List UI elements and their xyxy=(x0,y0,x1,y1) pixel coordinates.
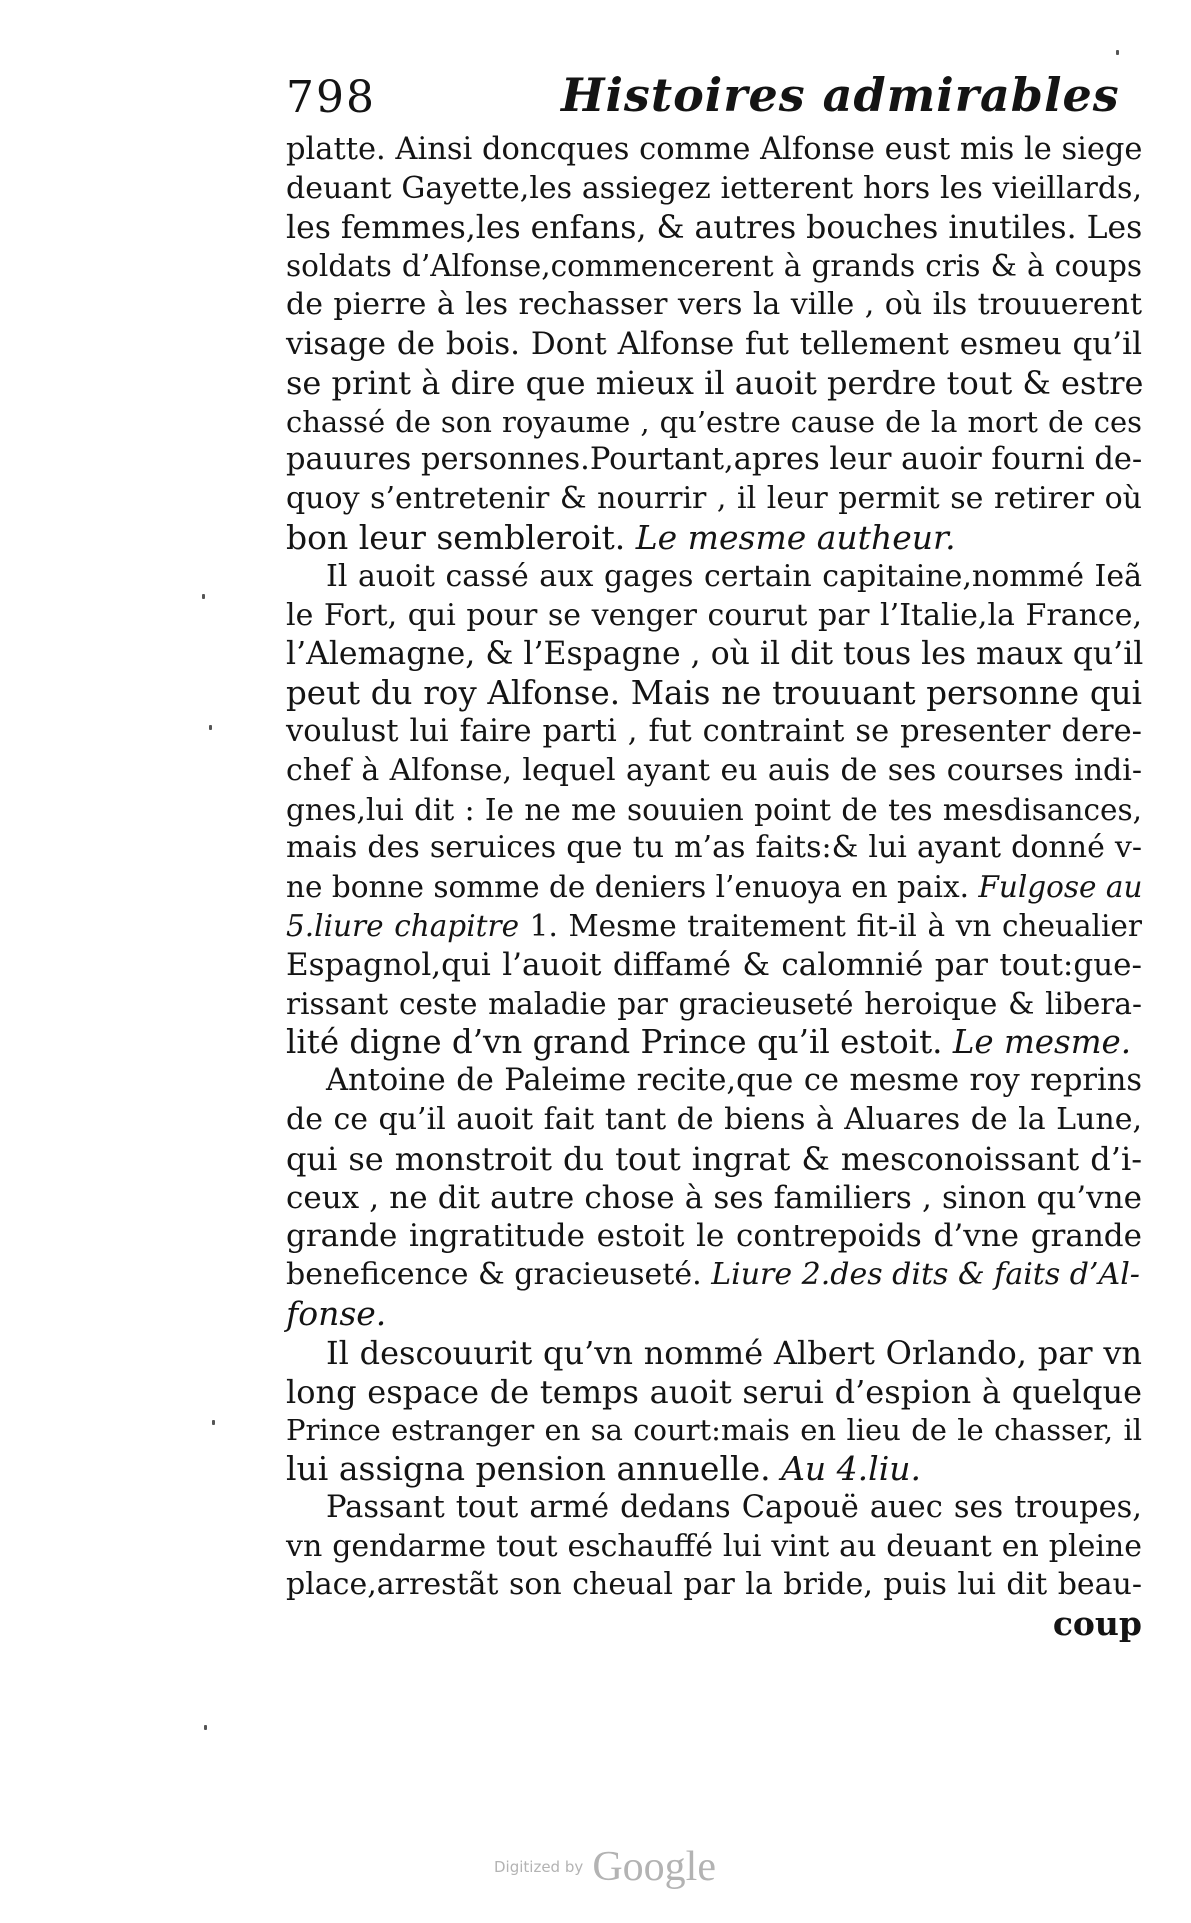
text-line xyxy=(286,829,1142,868)
page-header xyxy=(286,68,1156,128)
text-line xyxy=(286,907,1142,946)
line-text: Espagnol,qui l’auoit diffamé & calomnié par tout:gue- xyxy=(286,946,1142,983)
scan-speck xyxy=(209,725,212,730)
citation: fonse. xyxy=(286,1293,387,1333)
text-line xyxy=(286,286,1142,325)
text-line xyxy=(286,1140,1142,1179)
text-line xyxy=(286,1295,1142,1334)
line-text: ne bonne somme de deniers l’enuoya en paix. xyxy=(286,870,969,905)
text-line xyxy=(286,1566,1142,1605)
line-text: place,arrestãt son cheual par la bride, puis lui dit beau- xyxy=(286,1567,1142,1603)
line-text: peut du roy Alfonse. Mais ne trouuant personne qui xyxy=(286,674,1142,713)
text-line xyxy=(286,1217,1142,1256)
line-text: de ce qu’il auoit fait tant de biens à Aluares de la Lune, xyxy=(286,1101,1142,1137)
text-line xyxy=(286,597,1142,636)
line-text: beneficence & gracieuseté. xyxy=(286,1257,702,1293)
text-line xyxy=(286,441,1142,480)
line-text: Passant tout armé dedans Capouë auec ses troupes, xyxy=(326,1489,1142,1525)
text-line xyxy=(286,364,1142,403)
line-text: bon leur sembleroit. xyxy=(286,517,626,557)
text-line xyxy=(286,1450,1142,1489)
text-line xyxy=(286,791,1142,830)
text-line xyxy=(286,752,1142,791)
line-text: vn gendarme tout eschauffé lui vint au deuant en pleine xyxy=(286,1528,1142,1564)
citation: Au 4.liu. xyxy=(781,1449,922,1489)
text-line xyxy=(286,635,1142,674)
line-text: long espace de temps auoit serui d’espion à quelque xyxy=(286,1372,1142,1411)
line-text: deuant Gayette,les assiegez ietterent hors les vieillards, xyxy=(286,170,1142,206)
citation: Liure 2.des dits & faits d’Al- xyxy=(711,1257,1140,1293)
text-line xyxy=(286,403,1142,442)
citation: 5.liure chapitre xyxy=(286,908,520,943)
digitized-label: Digitized by xyxy=(494,1858,584,1876)
line-text: chassé de son royaume , qu’estre cause de la mort de ces xyxy=(286,404,1142,439)
text-line xyxy=(286,674,1142,713)
catchword xyxy=(286,1605,1142,1644)
line-text: 1. Mesme traitement fit-il à vn cheualier xyxy=(529,908,1142,943)
line-text: l’Alemagne, & l’Espagne , où il dit tous les maux qu’il xyxy=(286,636,1144,673)
line-text: Il descouurit qu’vn nommé Albert Orlando, par vn xyxy=(326,1333,1142,1372)
line-text: grande ingratitude estoit le contrepoids d’vne grande xyxy=(286,1218,1142,1255)
line-text: quoy s’entretenir & nourrir , il leur permit se retirer où xyxy=(286,481,1142,517)
scan-speck xyxy=(202,594,205,599)
text-line xyxy=(286,1373,1142,1412)
line-text: se print à dire que mieux il auoit perdre tout & estre xyxy=(286,363,1144,402)
text-line xyxy=(286,1528,1142,1567)
text-line xyxy=(286,170,1142,209)
text-line xyxy=(286,946,1142,985)
line-text: lité digne d’vn grand Prince qu’il estoit. xyxy=(286,1023,943,1062)
text-line xyxy=(286,1101,1142,1140)
line-text: Antoine de Paleime recite,que ce mesme roy reprins xyxy=(326,1063,1142,1099)
line-text: rissant ceste maladie par gracieuseté heroique & libera- xyxy=(286,986,1142,1021)
text-line xyxy=(286,713,1142,752)
text-line xyxy=(286,1062,1142,1101)
page-number: 798 xyxy=(286,72,376,123)
running-title: Histoires admirables xyxy=(561,68,1120,122)
line-text: qui se monstroit du tout ingrat & mesconoissant d’i- xyxy=(286,1139,1142,1178)
text-line xyxy=(286,325,1142,364)
line-text: Il auoit cassé aux gages certain capitaine,nommé Ieã xyxy=(326,558,1142,594)
text-line xyxy=(286,1256,1142,1295)
line-text: coup xyxy=(1052,1604,1142,1644)
line-text: mais des seruices que tu m’as faits:& lui ayant donné v- xyxy=(286,830,1142,866)
scan-speck xyxy=(204,1725,207,1730)
text-line xyxy=(286,1411,1142,1450)
text-line xyxy=(286,985,1142,1024)
line-text: ceux , ne dit autre chose à ses familiers , sinon qu’vne xyxy=(286,1179,1142,1216)
scan-speck xyxy=(1116,50,1119,55)
digitized-by-google-watermark xyxy=(455,1843,755,1903)
line-text: les femmes,les enfans, & autres bouches inutiles. Les xyxy=(286,209,1143,246)
line-text: le Fort, qui pour se venger courut par l’Italie,la France, xyxy=(286,597,1142,633)
line-text: lui assigna pension annuelle. xyxy=(286,1449,771,1489)
line-text: visage de bois. Dont Alfonse fut tellement esmeu qu’il xyxy=(286,325,1142,362)
google-logo: Google xyxy=(592,1844,716,1890)
citation: Le mesme. xyxy=(952,1023,1132,1062)
body-text xyxy=(286,131,1142,1644)
line-text: de pierre à les rechasser vers la ville , où ils trouuerent xyxy=(286,287,1142,323)
text-line xyxy=(286,1023,1142,1062)
text-line xyxy=(286,1179,1142,1218)
text-line xyxy=(286,558,1142,597)
text-line xyxy=(286,1334,1142,1373)
line-text: chef à Alfonse, lequel ayant eu auis de ses courses indi- xyxy=(286,752,1142,788)
citation: Le mesme autheur. xyxy=(635,517,956,557)
text-line xyxy=(286,519,1142,558)
line-text: voulust lui faire parti , fut contraint se presenter dere- xyxy=(286,713,1142,749)
line-text: Prince estranger en sa court:mais en lieu de le chasser, il xyxy=(286,1413,1142,1448)
line-text: platte. Ainsi doncques comme Alfonse eust mis le siege xyxy=(286,132,1143,167)
text-line xyxy=(286,868,1142,907)
citation: Fulgose au xyxy=(978,870,1143,905)
text-line xyxy=(286,131,1142,170)
text-line xyxy=(286,480,1142,519)
text-line xyxy=(286,1489,1142,1528)
text-line xyxy=(286,209,1142,248)
line-text: pauures personnes.Pourtant,apres leur auoir fourni de- xyxy=(286,442,1143,478)
line-text: gnes,lui dit : Ie ne me souuien point de tes mesdisances, xyxy=(286,792,1142,827)
line-text: soldats d’Alfonse,commencerent à grands cris & à coups xyxy=(286,249,1142,284)
scan-speck xyxy=(212,1420,215,1425)
text-line xyxy=(286,247,1142,286)
